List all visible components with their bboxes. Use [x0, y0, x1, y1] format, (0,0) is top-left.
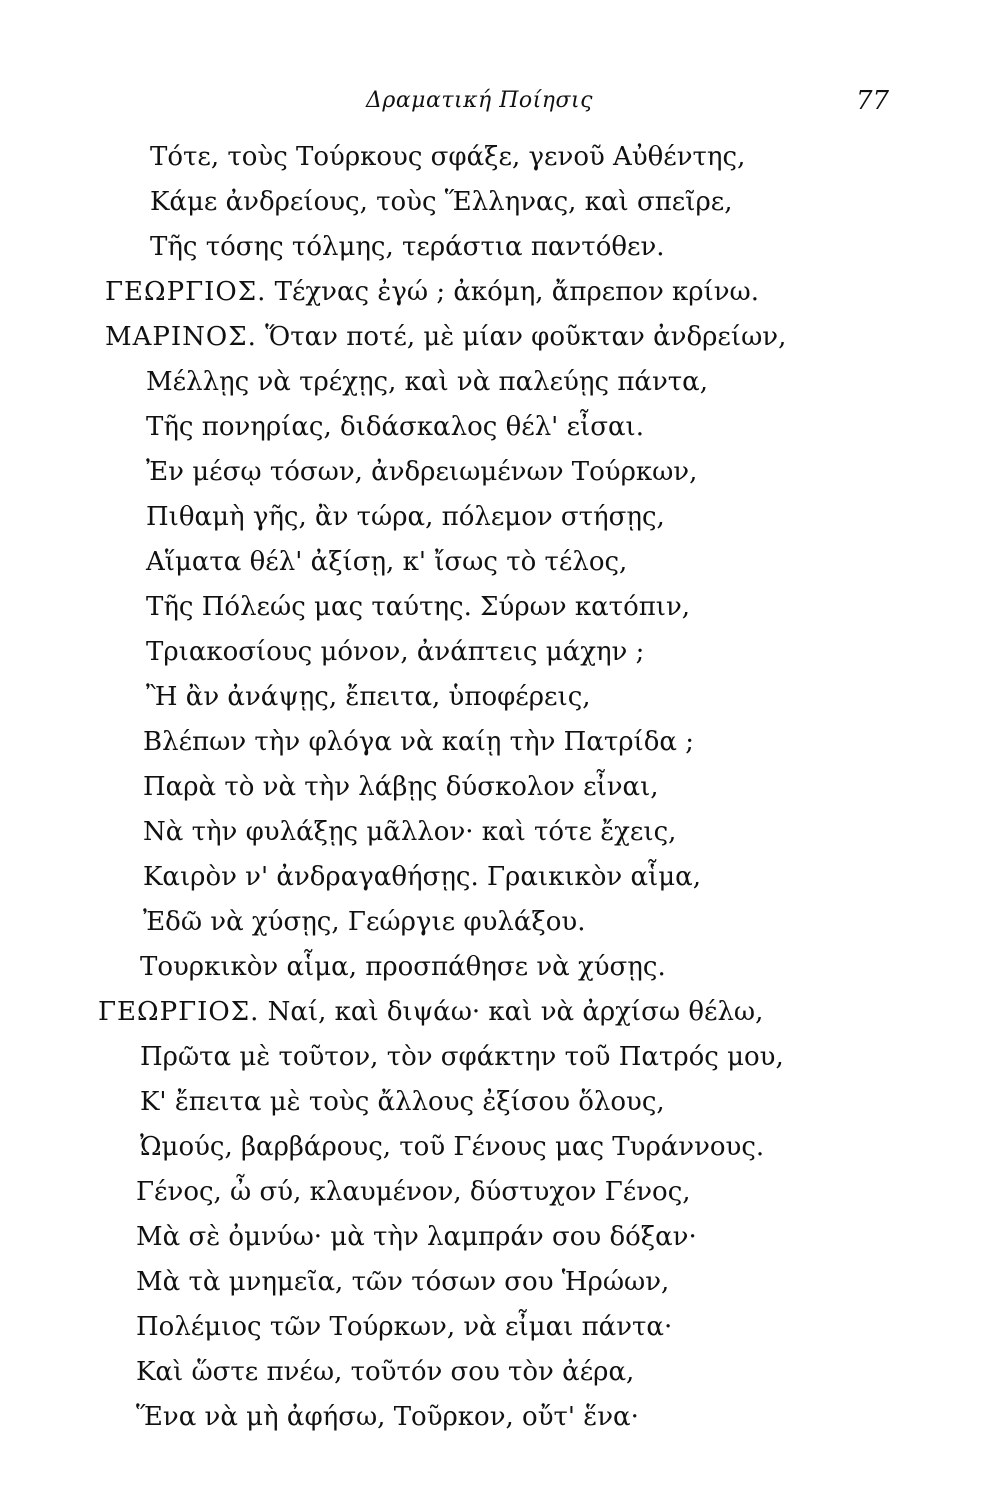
verse-line [136, 1267, 669, 1297]
verse-line [150, 232, 665, 262]
verse-line [136, 1357, 634, 1387]
line-text: Μὰ τὰ μνημεῖα, τῶν τόσων σου Ἡρώων, [136, 1267, 670, 1297]
verse-line [140, 1042, 784, 1072]
verse-line [146, 367, 708, 397]
line-text: Ἐδῶ νὰ χύσῃς, Γεώργιε φυλάξου. [143, 907, 586, 937]
verse-line [150, 142, 745, 172]
line-text: Τῆς Πόλεώς μας ταύτης. Σύρων κατόπιν, [146, 592, 691, 622]
line-text: Καὶ ὥστε πνέω, τοῦτόν σου τὸν ἀέρα, [136, 1357, 635, 1387]
line-text: Καιρὸν ν' ἀνδραγαθήσῃς. Γραικικὸν αἷμα, [143, 862, 701, 892]
verse-line [143, 862, 701, 892]
verse-line [146, 682, 591, 712]
running-header: Δραματική Ποίησις [366, 88, 593, 113]
verse-line [146, 547, 627, 577]
verse-line [146, 502, 665, 532]
verse-line [143, 907, 585, 937]
line-text: Τότε, τοὺς Τούρκους σφάξε, γενοῦ Αὐθέντης, [150, 142, 746, 172]
verse-line [143, 817, 676, 847]
line-text: Αἵματα θέλ' ἀξίσῃ, κ' ἴσως τὸ τέλος, [146, 547, 628, 577]
verse-line [146, 412, 644, 442]
line-text: Τουρκικὸν αἷμα, προσπάθησε νὰ χύσῃς. [140, 952, 666, 982]
verse-line [140, 1132, 764, 1162]
verse-line [105, 322, 786, 352]
speaker-name: ΓΕΩΡΓΙΟΣ. [98, 997, 260, 1027]
line-text: Τῆς πονηρίας, διδάσκαλος θέλ' εἶσαι. [146, 412, 645, 442]
verse-line [143, 772, 659, 802]
verse-line [140, 1087, 665, 1117]
line-text: Γένος, ὦ σύ, κλαυμένον, δύστυχον Γένος, [136, 1177, 691, 1207]
line-text: Ἢ ἂν ἀνάψῃς, ἔπειτα, ὑποφέρεις, [146, 682, 591, 712]
verse-line [146, 637, 644, 667]
verse-line [105, 277, 759, 307]
line-text: Παρὰ τὸ νὰ τὴν λάβῃς δύσκολον εἶναι, [143, 772, 659, 802]
line-text: Βλέπων τὴν φλόγα νὰ καίῃ τὴν Πατρίδα ; [143, 727, 694, 757]
line-text: Τῆς τόσης τόλμης, τεράστια παντόθεν. [150, 232, 665, 262]
line-text: Νὰ τὴν φυλάξῃς μᾶλλον· καὶ τότε ἔχεις, [143, 817, 677, 847]
line-text: Ἕνα νὰ μὴ ἀφήσω, Τοῦρκον, οὔτ' ἕνα· [136, 1402, 639, 1432]
verse-line [136, 1312, 672, 1342]
line-text: Κάμε ἀνδρείους, τοὺς Ἕλληνας, καὶ σπεῖρε, [150, 187, 733, 217]
line-text: Ὠμούς, βαρβάρους, τοῦ Γένους μας Τυράννους. [140, 1132, 765, 1162]
speaker-name: ΓΕΩΡΓΙΟΣ. [105, 277, 267, 307]
verse-line [136, 1222, 697, 1252]
line-text: Ναί, καὶ διψάω· καὶ νὰ ἀρχίσω θέλω, [267, 997, 764, 1027]
line-text: Μὰ σὲ ὀμνύω· μὰ τὴν λαμπράν σου δόξαν· [136, 1222, 697, 1252]
line-text: Πρῶτα μὲ τοῦτον, τὸν σφάκτην τοῦ Πατρός μου, [140, 1042, 784, 1072]
line-text: Ὅταν ποτέ, μὲ μίαν φοῦκταν ἀνδρείων, [265, 322, 787, 352]
verse-line [146, 592, 690, 622]
page-number: 77 [856, 86, 890, 116]
verse-line [143, 727, 694, 757]
line-text: Ἐν μέσῳ τόσων, ἀνδρειωμένων Τούρκων, [146, 457, 698, 487]
line-text: Πολέμιος τῶν Τούρκων, νὰ εἶμαι πάντα· [136, 1312, 673, 1342]
verse-line [150, 187, 732, 217]
line-text: Πιθαμὴ γῆς, ἂν τώρα, πόλεμον στήσῃς, [146, 502, 665, 532]
verse-line [146, 457, 697, 487]
verse-line [98, 997, 763, 1027]
line-text: Τριακοσίους μόνον, ἀνάπτεις μάχην ; [146, 637, 645, 667]
verse-line [140, 952, 666, 982]
verse-line [136, 1177, 691, 1207]
speaker-name: ΜΑΡΙΝΟΣ. [105, 322, 257, 352]
line-text: Μέλλῃς νὰ τρέχῃς, καὶ νὰ παλεύῃς πάντα, [146, 367, 708, 397]
line-text: Τέχνας ἐγώ ; ἀκόμη, ἄπρεπον κρίνω. [274, 277, 760, 307]
verse-line [136, 1402, 639, 1432]
line-text: Κ' ἔπειτα μὲ τοὺς ἄλλους ἐξίσου ὅλους, [140, 1087, 665, 1117]
